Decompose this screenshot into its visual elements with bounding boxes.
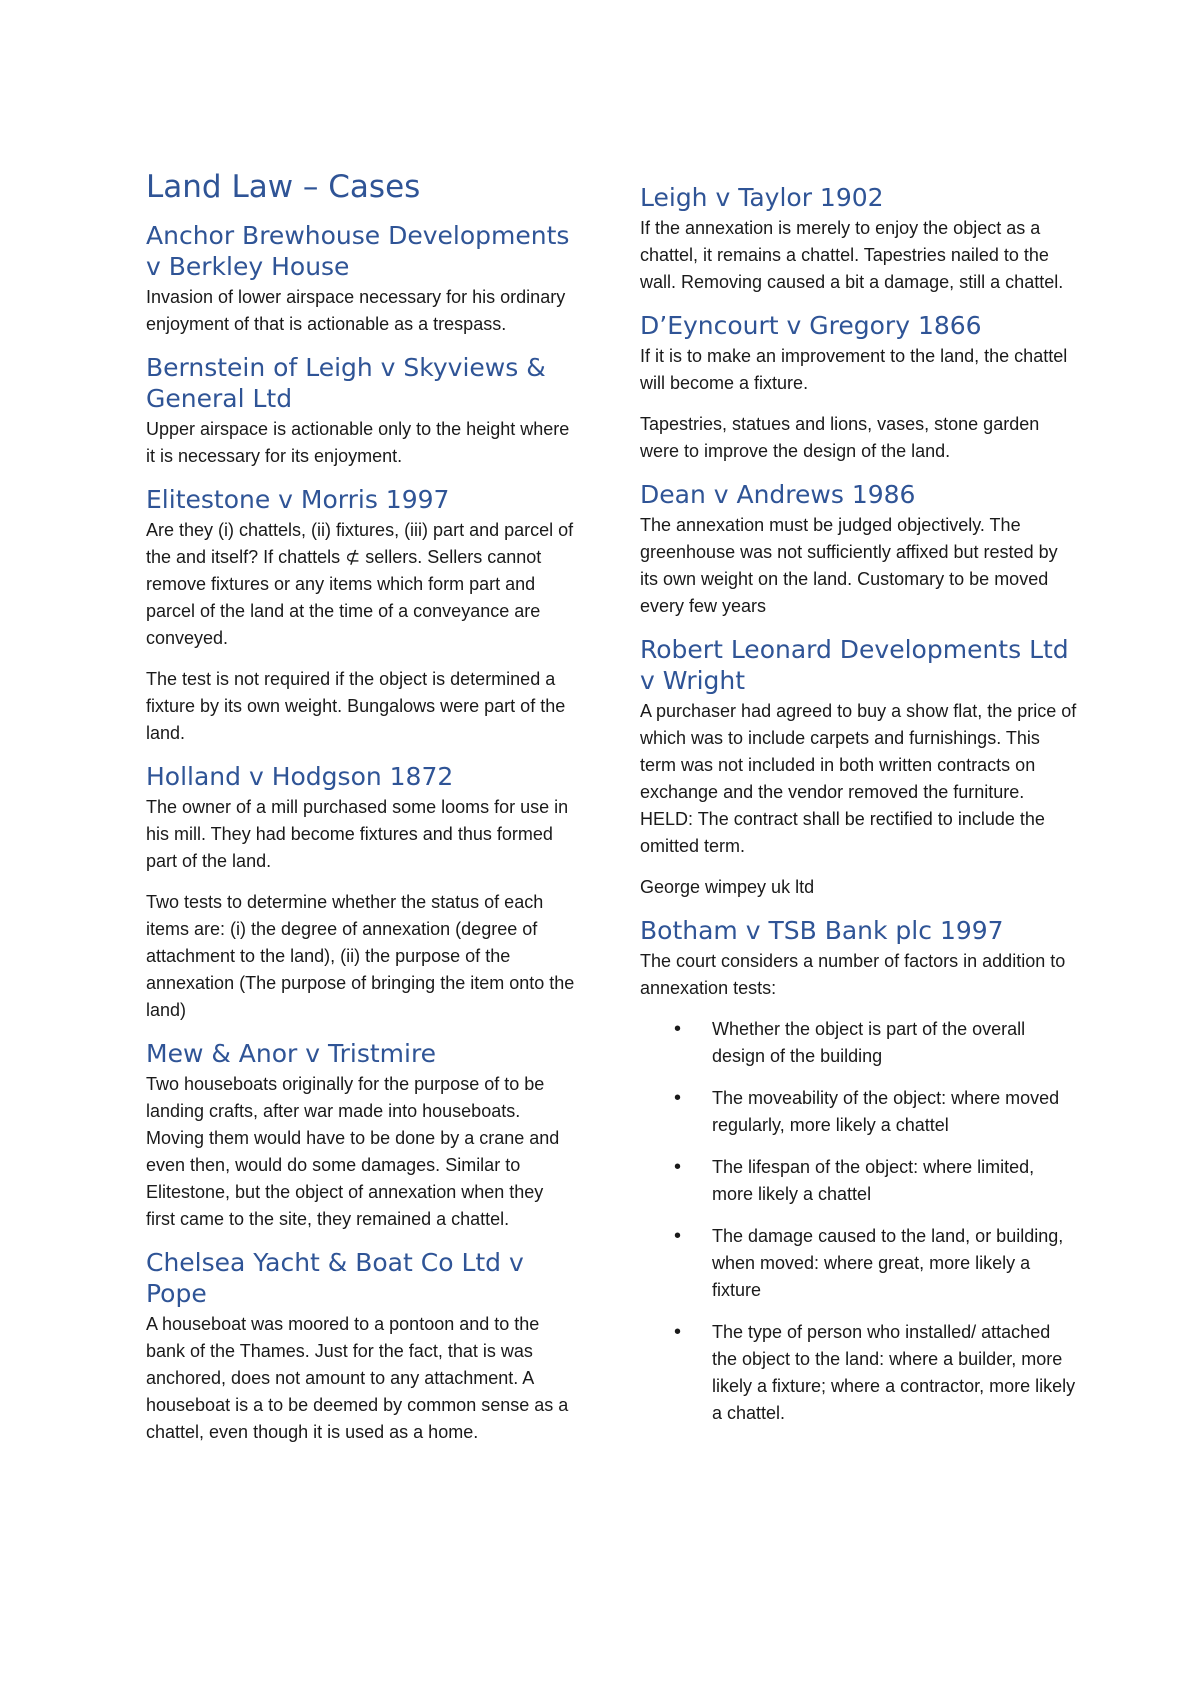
right-column <box>640 168 1080 1442</box>
case-paragraph: Two tests to determine whether the status of each items are: (i) the degree of annexation (degree of attachment to the land), (ii) the purpose of the annexation (The purpose of bringing the item onto the land) <box>146 892 575 1020</box>
list-item: • The moveability of the object: where moved regularly, more likely a chattel <box>640 1085 1080 1139</box>
case-paragraph: Tapestries, statues and lions, vases, stone garden were to improve the design of the land. <box>640 414 1040 461</box>
case-section <box>146 1038 576 1233</box>
case-paragraph: Two houseboats originally for the purpose of to be landing crafts, after war made into houseboats. Moving them would have to be done by a crane and even then, would do some damages. Similar to Elitestone, but the object of annexation when they first came to the site, they remained a chattel. <box>146 1074 560 1229</box>
case-heading: Leigh v Taylor 1902 <box>640 183 884 212</box>
case-heading: Robert Leonard Developments Ltd v Wright <box>640 635 1069 695</box>
case-section <box>640 310 1080 465</box>
case-section <box>146 484 576 747</box>
case-paragraph: The owner of a mill purchased some looms for use in his mill. They had become fixtures and thus formed part of the land. <box>146 797 569 871</box>
case-heading: Botham v TSB Bank plc 1997 <box>640 916 1004 945</box>
list-item: • The type of person who installed/ attached the object to the land: where a builder, more likely a fixture; where a contractor, more likely a chattel. <box>640 1319 1080 1427</box>
case-heading: D’Eyncourt v Gregory 1866 <box>640 311 982 340</box>
left-column <box>146 168 576 1460</box>
case-heading: Elitestone v Morris 1997 <box>146 485 450 514</box>
list-item: • Whether the object is part of the overall design of the building <box>640 1016 1080 1070</box>
case-paragraph: If it is to make an improvement to the land, the chattel will become a fixture. <box>640 346 1068 393</box>
case-heading: Dean v Andrews 1986 <box>640 480 916 509</box>
factors-list <box>640 1016 1080 1427</box>
case-section <box>640 915 1080 1427</box>
case-paragraph: George wimpey uk ltd <box>640 877 815 897</box>
list-item: • The damage caused to the land, or building, when moved: where great, more likely a fixture <box>640 1223 1080 1304</box>
case-section <box>146 352 576 470</box>
case-paragraph: If the annexation is merely to enjoy the object as a chattel, it remains a chattel. Tapestries nailed to the wall. Removing caused a bit a damage, still a chattel. <box>640 218 1064 292</box>
case-section <box>640 479 1080 620</box>
case-paragraph: Are they (i) chattels, (ii) fixtures, (iii) part and parcel of the and itself? If chattels ⊄ sellers. Sellers cannot remove fixtures or any items which form part and parcel of the land at the time of a conveyance are conveyed. <box>146 520 574 648</box>
list-item: • The lifespan of the object: where limited, more likely a chattel <box>640 1154 1080 1208</box>
case-section <box>640 182 1080 296</box>
case-paragraph: A purchaser had agreed to buy a show flat, the price of which was to include carpets and furnishings. This term was not included in both written contracts on exchange and the vendor removed the furniture. HELD: The contract shall be rectified to include the omitted term. <box>640 701 1077 856</box>
case-paragraph: Upper airspace is actionable only to the height where it is necessary for its enjoyment. <box>146 419 570 466</box>
case-heading: Mew & Anor v Tristmire <box>146 1039 437 1068</box>
case-paragraph: Invasion of lower airspace necessary for his ordinary enjoyment of that is actionable as a trespass. <box>146 287 566 334</box>
case-paragraph: The court considers a number of factors in addition to annexation tests: <box>640 951 1066 998</box>
document-title: Land Law – Cases <box>146 169 421 205</box>
case-section <box>146 761 576 1024</box>
case-paragraph: The test is not required if the object is determined a fixture by its own weight. Bungalows were part of the land. <box>146 669 566 743</box>
case-section <box>146 1247 576 1446</box>
case-heading: Chelsea Yacht & Boat Co Ltd v Pope <box>146 1248 524 1308</box>
case-paragraph: A houseboat was moored to a pontoon and to the bank of the Thames. Just for the fact, that is was anchored, does not amount to any attachment. A houseboat is a to be deemed by common sense as a chattel, even though it is used as a home. <box>146 1314 569 1442</box>
case-section <box>146 220 576 338</box>
case-heading: Holland v Hodgson 1872 <box>146 762 454 791</box>
case-section <box>640 634 1080 901</box>
case-heading: Bernstein of Leigh v Skyviews & General Ltd <box>146 353 546 413</box>
case-heading: Anchor Brewhouse Developments v Berkley House <box>146 221 570 281</box>
case-paragraph: The annexation must be judged objectively. The greenhouse was not sufficiently affixed but rested by its own weight on the land. Customary to be moved every few years <box>640 515 1058 616</box>
